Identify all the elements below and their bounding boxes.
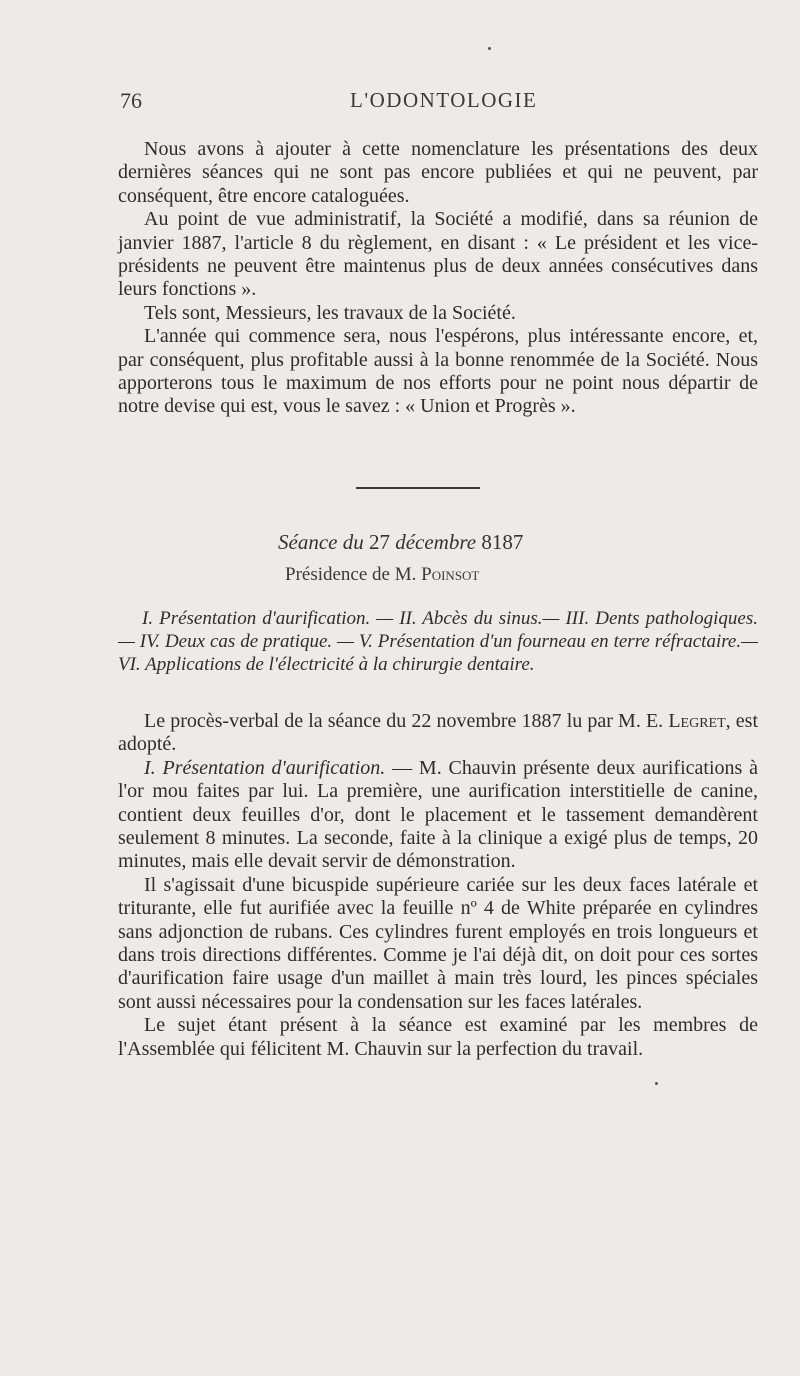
page-header bbox=[120, 88, 760, 118]
intro-paragraph: Nous avons à ajouter à cette nomenclature les présentations des deux dernières séances qui ne sont pas encore publiées et qui ne peuvent, par conséquent, être encore cataloguées. bbox=[118, 138, 758, 207]
secretary-name: Legret bbox=[668, 710, 726, 732]
session-minutes bbox=[118, 710, 758, 1061]
presidence-line bbox=[285, 564, 479, 586]
page-number: 76 bbox=[120, 88, 142, 113]
seance-month: décembre bbox=[395, 530, 477, 554]
seance-year: 8187 bbox=[481, 530, 524, 554]
minutes-paragraph bbox=[118, 710, 758, 757]
session-summary: I. Présentation d'aurification. — II. Abcès du sinus.— III. Dents pathologiques. — IV. Deux cas de pratique. — V. Présentation d'un fourneau en terre réfractaire.— VI. Applications de l'électricité à la chirurgie dentaire. bbox=[118, 608, 758, 675]
presidence-prefix: Présidence de M. bbox=[285, 564, 417, 585]
intro-paragraph: L'année qui commence sera, nous l'espérons, plus intéressante encore, et, par conséquent, plus profitable aussi à la bonne renommée de la Société. Nous apporterons tous le maximum de nos efforts pour ne point nous départir de notre devise qui est, vous le savez : « Union et Progrès ». bbox=[118, 325, 758, 418]
intro-section bbox=[118, 138, 758, 419]
intro-paragraph: Au point de vue administratif, la Société a modifié, dans sa réunion de janvier 1887, l'article 8 du règlement, en disant : « Le président et les vice-présidents ne peuvent être maintenus plus de deux années consécutives dans leurs fonctions ». bbox=[118, 208, 758, 301]
item-heading: I. Présentation d'aurification. bbox=[144, 756, 386, 779]
paper-speck bbox=[655, 1082, 658, 1085]
president-name: Poinsot bbox=[421, 564, 480, 585]
minutes-text: — M. Chauvin présente deux aurifications à l'or mou faites par lui. La première, une aurification interstitielle de canine, contient deux feuilles d'or, dont le placement et le tassement demandèrent seulement 8 minutes. La seconde, faite à la clinique a exigé plus de temps, 20 minutes, mais elle devait servir de démonstration. bbox=[118, 756, 759, 873]
minutes-text: , est adopté. bbox=[118, 710, 759, 756]
intro-paragraph: Tels sont, Messieurs, les travaux de la Société. bbox=[144, 301, 516, 324]
running-title: L'ODONTOLOGIE bbox=[350, 88, 538, 112]
seance-label: Séance du bbox=[278, 530, 364, 554]
seance-heading bbox=[278, 530, 523, 555]
minutes-paragraph: Le sujet étant présent à la séance est examiné par les membres de l'Assemblée qui félicitent M. Chauvin sur la perfection du travail. bbox=[118, 1014, 758, 1060]
minutes-paragraph: Il s'agissait d'une bicuspide supérieure cariée sur les deux faces latérale et triturante, elle fut aurifiée avec la feuille nº 4 de White préparée en cylindres sans adjonction de rubans. Ces cylindres furent employés en trois longueurs et dans trois directions différentes. Comme je l'ai déjà dit, on doit pour ces sortes d'aurification faire usage d'un maillet à main très lourd, les pinces spéciales sont aussi nécessaires pour la condensation sur les faces latérales. bbox=[118, 873, 758, 1013]
section-divider bbox=[356, 487, 480, 489]
minutes-text: Le procès-verbal de la séance du 22 novembre 1887 lu par M. E. bbox=[144, 710, 664, 732]
paper-speck bbox=[488, 47, 491, 50]
minutes-paragraph bbox=[118, 757, 758, 874]
seance-day: 27 bbox=[368, 530, 390, 554]
